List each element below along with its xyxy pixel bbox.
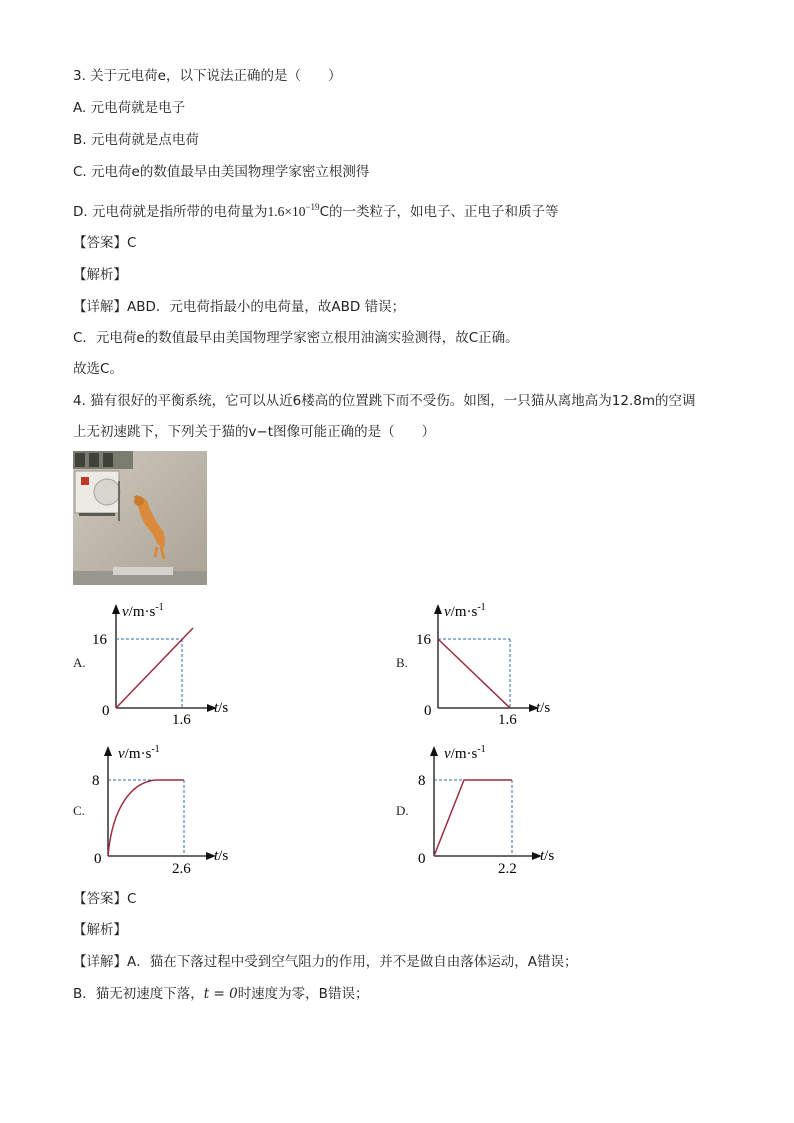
graph-b-vmax: 16 (416, 632, 431, 648)
graph-a-origin: 0 (102, 703, 110, 719)
q3-detail-1: 【详解】ABD．元电荷指最小的电荷量，故ABD 错误； (73, 299, 406, 315)
graph-b (418, 600, 568, 730)
graph-d-x-label: t/s (540, 848, 555, 864)
graph-d-y-arrow (430, 746, 438, 756)
graph-d-y-label: $v/m\cdot s^{-1}$ (444, 744, 486, 762)
graph-b-y-label: $v/m\cdot s^{-1}$ (444, 602, 486, 620)
graph-b-series-line (438, 639, 510, 708)
graph-a-x-label: t/s (214, 700, 229, 716)
q4-stem-2: 上无初速跳下，下列关于猫的v−t图像可能正确的是（ ） (73, 424, 436, 440)
graph-c-vmax: 8 (92, 773, 100, 789)
q4-stem-1: 4. 猫有很好的平衡系统，它可以从近6楼高的位置跳下而不受伤。如图，一只猫从离地高为12.8m的空调 (73, 393, 696, 409)
graph-b-y-arrow (434, 604, 442, 614)
graph-d-label: D. (396, 803, 409, 818)
graph-b-x-label: t/s (536, 700, 551, 716)
graph-c-series-line (108, 780, 184, 856)
q4-analysis: 【解析】 (73, 922, 127, 938)
graph-c-y-label: $v/m\cdot s^{-1}$ (118, 744, 160, 762)
q3-detail-2: C．元电荷e的数值最早由美国物理学家密立根用油滴实验测得，故C正确。 (73, 330, 519, 346)
q4-detail-2-pre: B．猫无初速度下落， (73, 986, 204, 1002)
graph-c-origin: 0 (94, 851, 102, 867)
cat-jumping-photo (73, 451, 207, 585)
q3-option-d-exp: −19 (305, 202, 320, 212)
graph-d-tend: 2.2 (498, 861, 517, 877)
q3-option-d-pre: D. 元电荷就是指所带的电荷量为 (73, 204, 268, 220)
q4-detail-2-post: 时速度为零，B错误； (237, 986, 369, 1002)
q3-option-c: C. 元电荷e的数值最早由美国物理学家密立根测得 (73, 164, 370, 180)
q4-detail-2 (73, 985, 368, 1003)
q4-detail-2-eq: t = 0 (203, 986, 238, 1002)
q3-stem: 3. 关于元电荷e，以下说法正确的是（ ） (73, 68, 342, 84)
graph-b-label: B. (396, 655, 408, 670)
q4-detail-1: 【详解】A．猫在下落过程中受到空气阻力的作用，并不是做自由落体运动，A错误； (73, 954, 578, 970)
graph-a-tend: 1.6 (172, 712, 191, 728)
graph-c-tend: 2.6 (172, 861, 191, 877)
graph-b-origin: 0 (424, 703, 432, 719)
graph-d-vmax: 8 (418, 773, 426, 789)
graph-a (92, 600, 246, 730)
q3-option-a: A. 元电荷就是电子 (73, 100, 186, 116)
graph-d (416, 740, 576, 875)
graph-a-label: A. (73, 655, 86, 670)
graph-c-x-label: t/s (214, 848, 229, 864)
graph-d-series-line (434, 780, 512, 856)
graph-b-tend: 1.6 (498, 712, 517, 728)
q3-option-d-post: C的一类粒子，如电子、正电子和质子等 (319, 204, 559, 220)
q4-answer: 【答案】C (73, 891, 137, 907)
graph-a-y-arrow (112, 604, 120, 614)
q3-detail-3: 故选C。 (73, 361, 123, 377)
q3-option-b: B. 元电荷就是点电荷 (73, 132, 199, 148)
graph-c-label: C. (73, 803, 85, 818)
graph-a-series-line (116, 628, 193, 708)
graph-c-y-arrow (104, 746, 112, 756)
q3-analysis: 【解析】 (73, 267, 127, 283)
q3-answer: 【答案】C (73, 235, 137, 251)
q3-option-d-value: 1.6×10 (267, 204, 306, 219)
graph-a-y-label: $v/m\cdot s^{-1}$ (122, 602, 164, 620)
graph-d-origin: 0 (418, 851, 426, 867)
graph-c (90, 740, 250, 875)
q3-option-d (73, 198, 559, 221)
graph-a-vmax: 16 (92, 632, 107, 648)
